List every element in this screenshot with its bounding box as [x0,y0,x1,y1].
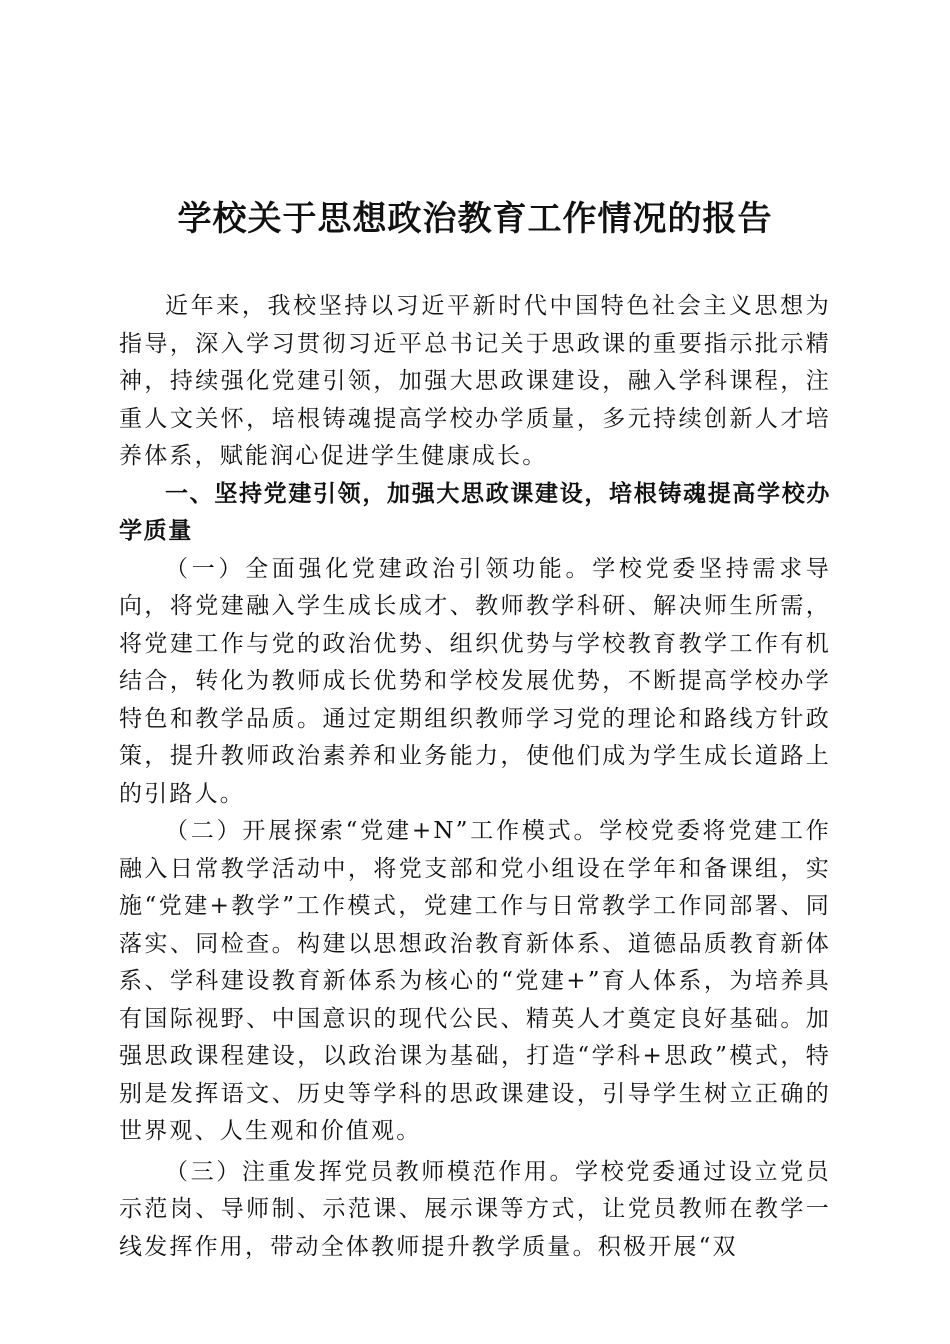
intro-paragraph: 近年来，我校坚持以习近平新时代中国特色社会主义思想为指导，深入学习贯彻习近平总书记关于思政课的重要指示批示精神，持续强化党建引领，加强大思政课建设，融入学科课程，注重人文关怀，培根铸魂提高学校办学质量，多元持续创新人才培养体系，赋能润心促进学生健康成长。 [119,293,831,469]
paragraph-item-1: （一）全面强化党建政治引领功能。学校党委坚持需求导向，将党建融入学生成长成才、教师教学科研、解决师生所需，将党建工作与党的政治优势、组织优势与学校教育教学工作有机结合，转化为教师成长优势和学校发展优势，不断提高学校办学特色和教学品质。通过定期组织教师学习党的理论和路线方针政策，提升教师政治素养和业务能力，使他们成为学生成长道路上的引路人。 [119,555,831,807]
paragraph-item-2: （二）开展探索“党建+N”工作模式。学校党委将党建工作融入日常教学活动中，将党支部和党小组设在学年和备课组，实施“党建+教学”工作模式，党建工作与日常教学工作同部署、同落实、同检查。构建以思想政治教育新体系、道德品质教育新体系、学科建设教育新体系为核心的“党建+”育人体系，为培养具有国际视野、中国意识的现代公民、精英人才奠定良好基础。加强思政课程建设，以政治课为基础，打造“学科+思政”模式，特别是发挥语文、历史等学科的思政课建设，引导学生树立正确的世界观、人生观和价值观。 [119,818,831,1144]
document-body [119,288,831,1266]
section-heading-1: 一、坚持党建引领，加强大思政课建设，培根铸魂提高学校办学质量 [119,480,831,544]
paragraph-item-3: （三）注重发挥党员教师模范作用。学校党委通过设立党员示范岗、导师制、示范课、展示课等方式，让党员教师在教学一线发挥作用，带动全体教师提升教学质量。积极开展“双 [119,1158,831,1260]
document-title: 学校关于思想政治教育工作情况的报告 [177,199,773,239]
